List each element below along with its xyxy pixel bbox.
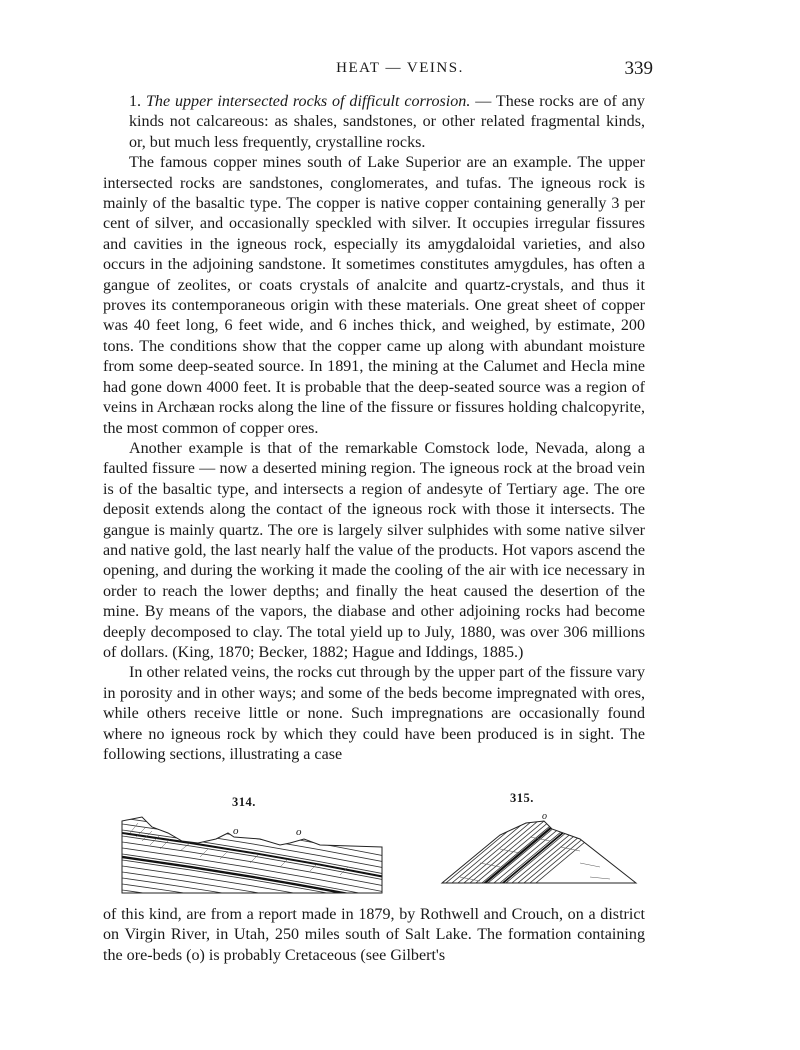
running-head	[0, 58, 800, 82]
figure-315-ore-marker: o	[542, 811, 547, 822]
figure-314-section-drawing	[120, 813, 385, 895]
figure-314-ore-marker-a: o	[233, 825, 239, 837]
figure-314-ore-marker-b: o	[296, 826, 302, 838]
continuation-text	[103, 905, 645, 966]
paragraph-1-number: 1.	[129, 93, 142, 110]
paragraph-2: The famous copper mines south of Lake Superior are an example. The upper intersected rocks are sandstones, conglomerates, and tufas. The igneous rock is mainly of the basaltic type. The copper is native copper containing generally 3 per cent of silver, and occasionally speckled with silver. It occupies irregular fissures and cavities in the igneous rock, especially its amygdaloidal varieties, and also occurs in the adjoining sandstone. It sometimes constitutes amygdules, has often a gangue of zeolites, or coats crystals of analcite and quartz-crystals, and thus it proves its contemporaneous origin with these materials. One great sheet of copper was 40 feet long, 6 feet wide, and 6 inches thick, and weighed, by estimate, 200 tons. The conditions show that the copper came up along with abundant moisture from some deep-seated source. In 1891, the mining at the Calumet and Hecla mine had gone down 4000 feet. It is probable that the deep-seated source was a region of veins in Archæan rocks along the line of the fissure or fissures holding chalcopyrite, the most common of copper ores.	[103, 154, 645, 437]
main-text	[103, 92, 645, 765]
figure-314-label: 314.	[232, 795, 256, 809]
paragraph-1-title: The upper intersected rocks of difficult corrosion.	[145, 93, 471, 110]
paragraph-3: Another example is that of the remarkable Comstock lode, Nevada, along a faulted fissure — now a deserted mining region. The igneous rock at the broad vein is of the basaltic type, and intersects a region of andesyte of Tertiary age. The ore deposit extends along the contact of the igneous rock with those it intersects. The gangue is mainly quartz. The ore is largely silver sulphides with some native silver and native gold, the last nearly half the value of the products. Hot vapors ascend the opening, and during the working it made the cooling of the air with ice necessary in order to reach the lower depths; and finally the heat caused the desertion of the mine. By means of the vapors, the diabase and other adjoining rocks had become deeply decomposed to clay. The total yield up to July, 1880, was over 306 millions of dollars. (King, 1870; Becker, 1882; Hague and Iddings, 1885.)	[103, 439, 645, 661]
figures-row	[0, 791, 800, 895]
paragraph-4: In other related veins, the rocks cut through by the upper part of the fissure vary in porosity and in other ways; and some of the beds become impregnated with ores, while others receive little or none. Such impregnations are occasionally found where no igneous rock by which they could have been produced is in sight. The following sections, illustrating a case	[103, 664, 645, 763]
paragraph-5: of this kind, are from a report made in 1879, by Rothwell and Crouch, on a district on Virgin River, in Utah, 250 miles south of Salt Lake. The formation containing the ore-beds (o) is probably Cretaceous (see Gilbert's	[103, 906, 645, 964]
paragraph-1-body: — These rocks are of any kinds not calcareous: as shales, sandstones, or other related fragmental kinds, or, but much less frequently, crystalline rocks.	[129, 93, 645, 151]
figure-315-section-drawing	[440, 807, 640, 885]
running-head-title: HEAT — VEINS.	[336, 60, 464, 76]
figure-315-label: 315.	[510, 791, 534, 805]
paragraph-1	[103, 92, 645, 153]
page-number: 339	[624, 58, 653, 79]
